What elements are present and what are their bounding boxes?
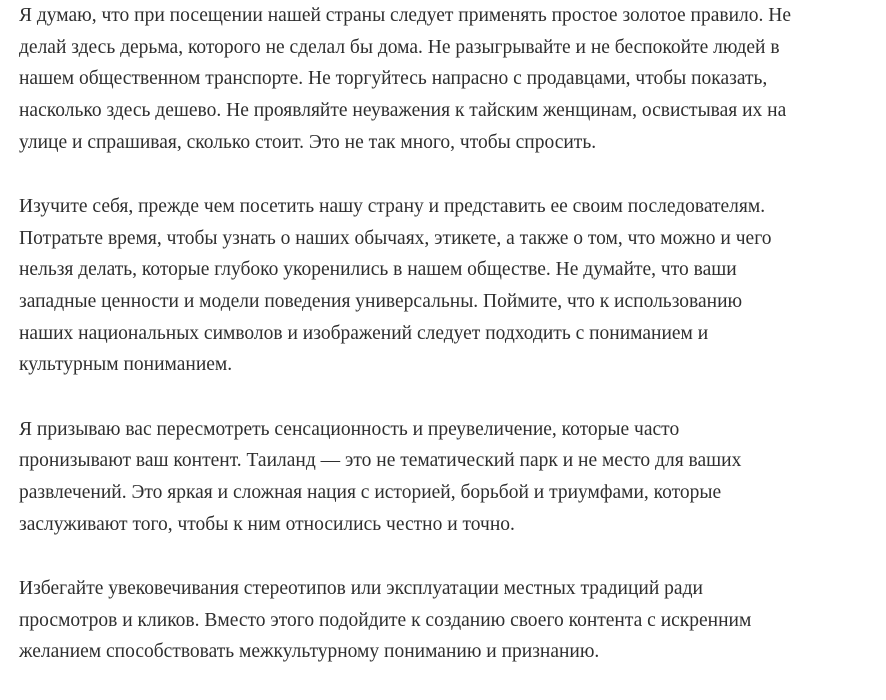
text-line: нашем общественном транспорте. Не торгуйтесь напрасно с продавцами, чтобы показать, (19, 68, 768, 90)
text-line: Потратьте время, чтобы узнать о наших обычаях, этикете, а также о том, что можно и чего (19, 227, 772, 249)
text-line: делай здесь дерьма, которого не сделал бы дома. Не разыгрывайте и не беспокойте людей в (19, 36, 780, 58)
paragraph-3 (19, 414, 881, 541)
text-line: пронизывают ваш контент. Таиланд — это не тематический парк и не место для ваших (19, 450, 742, 472)
text-line: желанием способствовать межкультурному пониманию и признанию. (19, 641, 600, 663)
text-line: насколько здесь дешево. Не проявляйте неуважения к тайским женщинам, освистывая их на (19, 100, 787, 122)
text-line: Изучите себя, прежде чем посетить нашу страну и представить ее своим последователям. (19, 195, 766, 217)
text-line: западные ценности и модели поведения универсальны. Поймите, что к использованию (19, 291, 743, 312)
text-line: улице и спрашивая, сколько стоит. Это не так много, чтобы спросить. (19, 131, 597, 153)
text-line: нельзя делать, которые глубоко укоренились в нашем обществе. Не думайте, что ваши (19, 259, 737, 281)
article-body (19, 0, 881, 700)
text-line: просмотров и кликов. Вместо этого подойдите к созданию своего контента с искренним (19, 609, 752, 631)
paragraph-4 (19, 573, 881, 668)
paragraph-1 (19, 0, 881, 158)
text-line: культурным пониманием. (19, 354, 233, 376)
paragraph-2 (19, 191, 881, 381)
text-line: развлечений. Это яркая и сложная нация с историей, борьбой и триумфами, которые (19, 481, 722, 503)
text-line: Я думаю, что при посещении нашей страны следует применять простое золотое правило. Не (19, 5, 792, 26)
text-line: наших национальных символов и изображений следует подходить с пониманием и (19, 322, 709, 344)
text-line: Избегайте увековечивания стереотипов или эксплуатации местных традиций ради (19, 577, 703, 599)
text-line: заслуживают того, чтобы к ним относились честно и точно. (19, 513, 515, 535)
text-line: Я призываю вас пересмотреть сенсационность и преувеличение, которые часто (19, 418, 680, 440)
